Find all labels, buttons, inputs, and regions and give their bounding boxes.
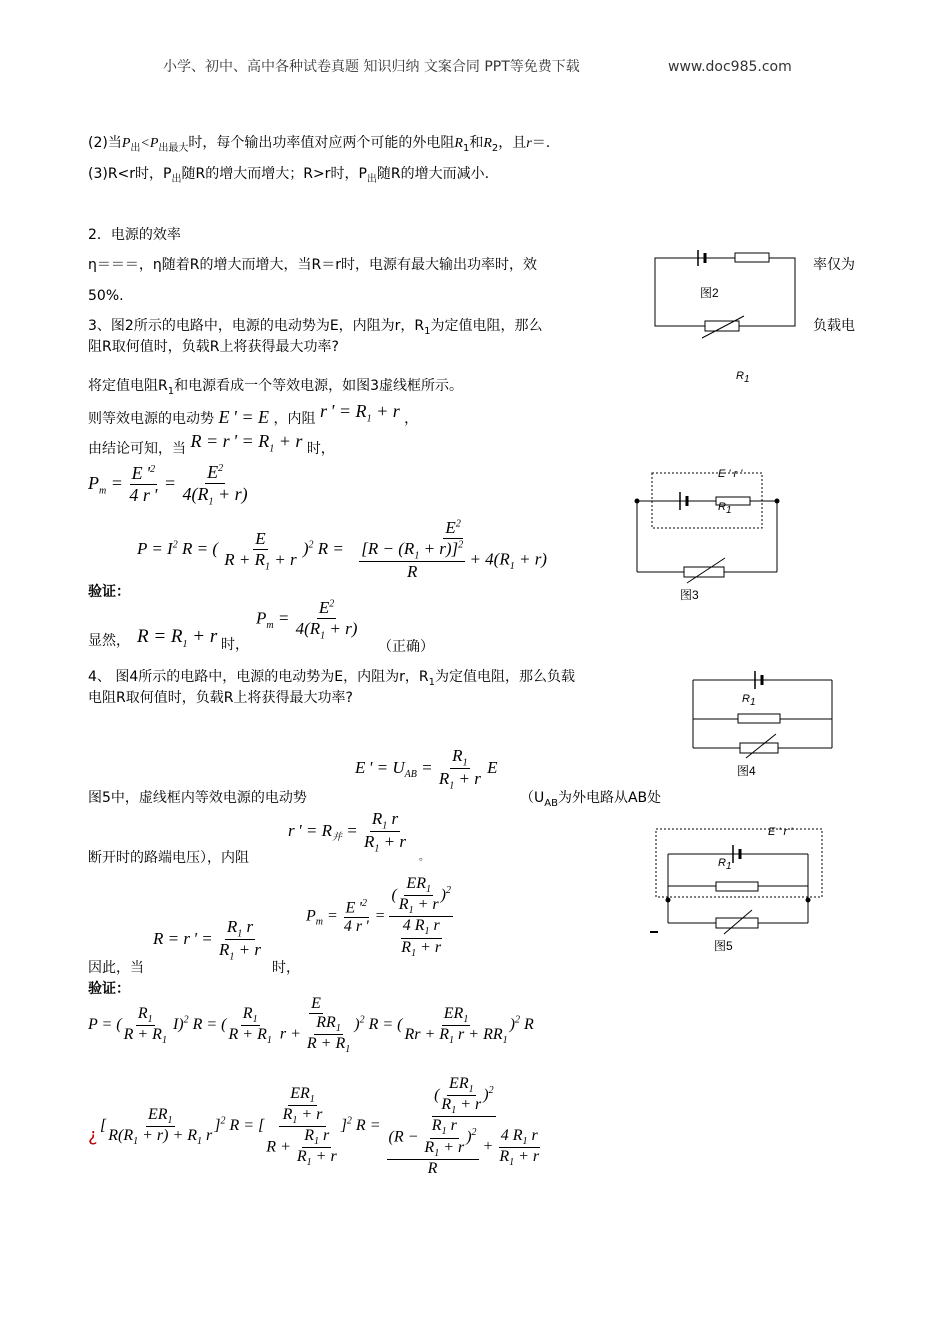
figure-5-er-label: E ' r ': [768, 826, 793, 838]
pm-formula: $P_m$ = $\frac{E '^2}{4 r '}$ = $\frac{E^2}{4(R_1 + r)}$: [88, 462, 248, 508]
correct-note: （正确）: [378, 639, 434, 655]
pm-formula-2: $P_m$ = $\frac{E '^2}{4 r '}$ = ( $\frac{ER_1}{R_1 + r}$ )$^2$ $\frac{4 R_1 r}{R_1 + r}$: [306, 875, 451, 959]
figure-3-er-label: E ' r ': [718, 468, 743, 480]
obvious-label: 显然，: [88, 633, 130, 649]
figure-5-r1-label: $R_1$: [718, 857, 732, 873]
garbled-char: ¿: [88, 1125, 98, 1146]
figure-2-r1-label: $R_1$: [736, 370, 750, 386]
figure-4-circuit: [690, 668, 835, 753]
verify-formula-2: [ $\frac{ER_1}{R(R_1 + r) + R_1 r}$ ]$^2$ R = [ $\frac{ER_1}{R_1 + r}$ R + $\frac{R_1 r}{R_1 + r}$ ]$^2$ R = ( $\frac{ER_1}{R_1 + r}$ )$^2$ (R − $\frac{R_1 r}{R_1 + r}$ )$^2$ R + $\frac{4 R_1 r}{R_1 + r}$: [100, 1075, 540, 1177]
section-2-heading: 2．电源的效率: [88, 227, 181, 243]
figure-3-circuit: [632, 468, 782, 583]
equivalent-resistance-formula: r ' = $R_并$ = $\frac{R_1 r}{R_1 + r}$: [288, 809, 406, 855]
period-mark: 。: [419, 852, 429, 863]
question-3-line2: 阻R取何值时，负载R上将获得最大功率?: [88, 339, 339, 355]
figure-5-circuit: [648, 826, 828, 936]
header-url: www.doc985.com: [668, 59, 792, 75]
fig5-uab-note: （$U_{AB}$为外电路从AB处: [520, 790, 662, 809]
line-3: (3)R<r时，$P_出$随R的增大而增大；R>r时，$P_出$随R的增大而减小.: [88, 166, 490, 185]
equivalent-emf-line: 则等效电源的电动势 E ' = E ，内阻 r ' = $R_1 + r$ ，: [88, 401, 419, 427]
equivalent-source-line: 将定值电阻$R_1$和电源看成一个等效电源，如图3虚线框所示。: [88, 378, 464, 397]
figure-3-caption: 图3: [680, 588, 699, 602]
therefore-label: 因此，当: [88, 960, 144, 976]
header-text: 小学、初中、高中各种试卷真题 知识归纳 文案合同 PPT等免费下载: [163, 59, 580, 75]
obvious-when: 时，: [221, 637, 249, 653]
equivalent-emf-formula: E ' = $U_{AB}$ = $\frac{R_1}{R_1 + r}$ E: [355, 746, 498, 792]
verify-label-2: 验证：: [88, 981, 130, 997]
therefore-when: 时，: [272, 960, 300, 976]
figure-5-caption: 图5: [714, 939, 733, 953]
verify-formula-1: P = ( $\frac{R_1}{R + R_1}$ I)$^2$ R = ( $\frac{R_1}{R + R_1}$ E r + $\frac{RR_1}{R + R_1}$ )$^2$ R = ( $\frac{ER_1}{Rr + R_1 r + RR_1}$ )$^2$ R: [88, 995, 534, 1056]
verify-label-1: 验证：: [88, 584, 130, 600]
conclusion-line: 由结论可知，当 R = r ' = $R_1 + r$ 时，: [88, 431, 335, 457]
figure-2-circuit: [650, 240, 800, 340]
power-formula: $P = I^2$ R = ( $\frac{E}{R + R_1 + r}$ )$^2$ R = $E^2$ $\frac{[R - (R_1 + r)]^2}{R}$ + $4(R_1 + r)$: [137, 518, 547, 582]
efficiency-line: η＝＝＝，η随着R的增大而增大，当R＝r时，电源有最大输出功率时，效: [88, 257, 537, 273]
efficiency-line-tail: 率仅为: [813, 257, 855, 273]
obvious-formula-r: $R = R_1 + r$: [137, 626, 218, 650]
question-4-line2: 电阻R取何值时，负载R上将获得最大功率?: [88, 690, 353, 706]
efficiency-percent: 50%.: [88, 288, 124, 304]
question-4-line1: 4、 图4所示的电路中，电源的电动势为E，内阻为r，$R_1$为定值电阻，那么负载: [88, 669, 575, 688]
question-3-line1: 3、图2所示的电路中，电源的电动势为E，内阻为r，$R_1$为定值电阻，那么: [88, 318, 543, 337]
fig5-emf-line: 图5中，虚线框内等效电源的电动势: [88, 790, 307, 806]
line-2: (2)当$P_出<P_{出最大}$时，每个输出功率值对应两个可能的外电阻$R_1$和$R_2$，且r＝.: [88, 135, 551, 154]
obvious-formula-pm: $P_m$ = $\frac{E^2}{4(R_1 + r)}$: [256, 598, 358, 642]
figure-2-caption: 图2: [700, 286, 719, 300]
r-equals-formula: R = r ' = $\frac{R_1 r}{R_1 + r}$: [153, 917, 261, 963]
figure-4-caption: 图4: [737, 764, 756, 778]
question-3-tail: 负载电: [813, 318, 855, 334]
figure-3-r1-label: $R_1$: [718, 501, 732, 517]
broken-line: 断开时的路端电压），内阻: [88, 850, 249, 866]
figure-4-r1-label: $R_1$: [742, 693, 756, 709]
